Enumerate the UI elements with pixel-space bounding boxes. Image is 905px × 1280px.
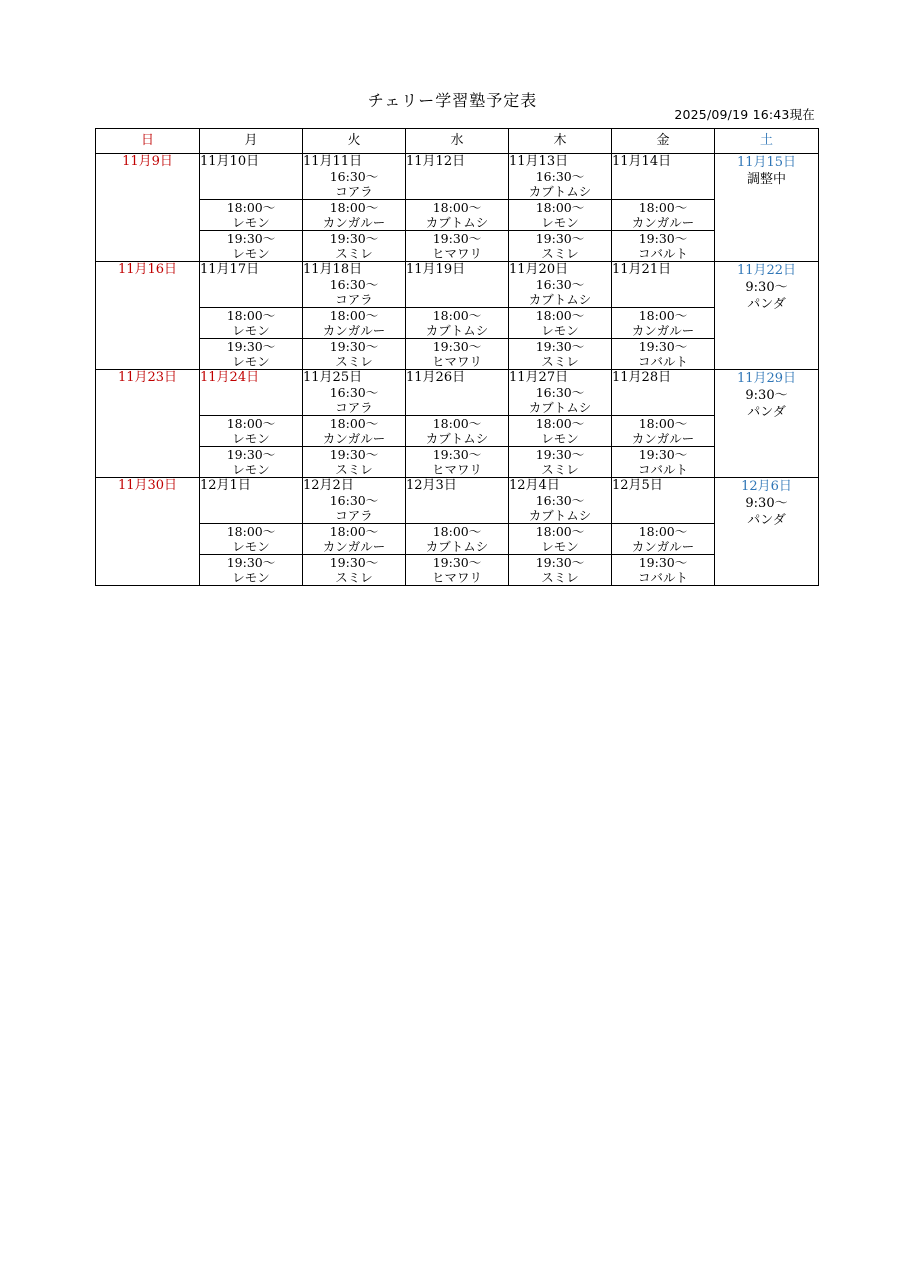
- day-date-cell: [303, 370, 406, 416]
- lesson-name: コバルト: [637, 354, 688, 369]
- saturday-lesson-name: パンダ: [747, 513, 786, 528]
- lesson-time: 19:30〜: [535, 339, 585, 354]
- sunday-date: 11月16日: [117, 262, 178, 277]
- lesson-time: 18:00〜: [535, 308, 585, 323]
- weekday-header-sat-6: 土: [715, 129, 819, 154]
- table-row: [96, 339, 819, 370]
- day-date-label: 12月4日: [509, 478, 560, 493]
- lesson-time: 19:30〜: [638, 447, 688, 462]
- lesson-name: レモン: [232, 462, 270, 477]
- day-date-cell: [200, 262, 303, 308]
- lesson-time: 16:30〜: [535, 277, 585, 292]
- lesson-time: 19:30〜: [329, 555, 379, 570]
- day-date-cell: [303, 154, 406, 200]
- lesson-cell: [509, 231, 612, 262]
- lesson-time: 19:30〜: [535, 555, 585, 570]
- lesson-cell: [200, 416, 303, 447]
- header-row: [96, 129, 819, 154]
- lesson-time: 16:30〜: [329, 493, 379, 508]
- table-row: [96, 478, 819, 524]
- day-date-cell: [303, 478, 406, 524]
- lesson-name: スミレ: [541, 354, 579, 369]
- lesson-name: カンガルー: [631, 431, 695, 446]
- lesson-time: 18:00〜: [432, 308, 482, 323]
- lesson-name: スミレ: [541, 246, 579, 261]
- lesson-time: 18:00〜: [638, 524, 688, 539]
- lesson-time: 19:30〜: [432, 339, 482, 354]
- day-date-label: 12月3日: [406, 478, 457, 493]
- lesson-name: カブトムシ: [425, 431, 489, 446]
- lesson-name: ヒマワリ: [431, 570, 482, 585]
- day-date-label: 11月20日: [509, 262, 569, 277]
- day-date-cell: [200, 370, 303, 416]
- sunday-cell: [96, 154, 200, 262]
- lesson-time: 18:00〜: [432, 416, 482, 431]
- day-date-label: 11月12日: [406, 154, 466, 169]
- lesson-cell: [200, 308, 303, 339]
- lesson-cell: [303, 308, 406, 339]
- lesson-cell: [612, 555, 715, 586]
- lesson-name: カンガルー: [631, 539, 695, 554]
- saturday-lesson-time: 調整中: [746, 172, 786, 187]
- lesson-cell: [406, 555, 509, 586]
- lesson-time: 18:00〜: [329, 524, 379, 539]
- lesson-cell: [303, 555, 406, 586]
- day-date-label: 12月1日: [200, 478, 251, 493]
- day-date-cell: [509, 370, 612, 416]
- lesson-time: 18:00〜: [226, 416, 276, 431]
- lesson-time: 18:00〜: [329, 416, 379, 431]
- lesson-time: 19:30〜: [226, 447, 276, 462]
- day-date-label: 11月25日: [303, 370, 363, 385]
- sunday-date: 11月23日: [117, 370, 178, 385]
- day-date-label: 12月5日: [612, 478, 663, 493]
- lesson-time: 19:30〜: [535, 447, 585, 462]
- table-row: [96, 231, 819, 262]
- lesson-time: 16:30〜: [329, 385, 379, 400]
- saturday-date: 11月22日: [736, 263, 797, 278]
- day-date-cell: [612, 154, 715, 200]
- lesson-time: 19:30〜: [535, 231, 585, 246]
- lesson-time: 18:00〜: [535, 524, 585, 539]
- day-date-label: 11月21日: [612, 262, 672, 277]
- lesson-cell: [406, 416, 509, 447]
- lesson-cell: [612, 416, 715, 447]
- day-date-label: 11月10日: [200, 154, 260, 169]
- lesson-cell: [509, 339, 612, 370]
- lesson-name: カブトムシ: [528, 184, 592, 199]
- lesson-cell: [509, 308, 612, 339]
- lesson-name: スミレ: [335, 462, 373, 477]
- lesson-name: コバルト: [637, 246, 688, 261]
- lesson-name: カブトムシ: [425, 323, 489, 338]
- lesson-name: カブトムシ: [425, 215, 489, 230]
- lesson-time: 19:30〜: [432, 231, 482, 246]
- lesson-name: レモン: [541, 323, 579, 338]
- saturday-cell: [715, 370, 819, 478]
- timestamp-label: 2025/09/19 16:43現在: [674, 107, 815, 122]
- day-date-label: 12月2日: [303, 478, 354, 493]
- day-date-label: 11月19日: [406, 262, 466, 277]
- lesson-name: レモン: [232, 570, 270, 585]
- lesson-name: レモン: [232, 323, 270, 338]
- lesson-cell: [200, 231, 303, 262]
- lesson-name: スミレ: [335, 570, 373, 585]
- sunday-cell: [96, 370, 200, 478]
- lesson-name: スミレ: [541, 570, 579, 585]
- lesson-time: 19:30〜: [226, 555, 276, 570]
- saturday-cell: [715, 478, 819, 586]
- lesson-time: 18:00〜: [535, 416, 585, 431]
- day-date-cell: [406, 370, 509, 416]
- lesson-time: 18:00〜: [329, 308, 379, 323]
- lesson-name: カンガルー: [322, 539, 386, 554]
- day-date-cell: [612, 262, 715, 308]
- lesson-time: 16:30〜: [535, 385, 585, 400]
- table-row: [96, 524, 819, 555]
- lesson-time: 18:00〜: [329, 200, 379, 215]
- lesson-cell: [303, 416, 406, 447]
- lesson-time: 18:00〜: [638, 200, 688, 215]
- lesson-name: ヒマワリ: [431, 462, 482, 477]
- lesson-cell: [612, 339, 715, 370]
- day-date-cell: [509, 154, 612, 200]
- day-date-label: 11月24日: [200, 370, 260, 385]
- lesson-cell: [509, 555, 612, 586]
- table-body: [96, 154, 819, 586]
- lesson-time: 19:30〜: [432, 555, 482, 570]
- lesson-time: 19:30〜: [638, 231, 688, 246]
- lesson-time: 18:00〜: [638, 416, 688, 431]
- table-row: [96, 154, 819, 200]
- lesson-time: 19:30〜: [226, 231, 276, 246]
- lesson-name: コアラ: [335, 400, 373, 415]
- lesson-time: 19:30〜: [638, 555, 688, 570]
- lesson-cell: [406, 200, 509, 231]
- day-date-label: 11月18日: [303, 262, 363, 277]
- saturday-date: 11月29日: [736, 371, 797, 386]
- lesson-cell: [303, 339, 406, 370]
- lesson-cell: [200, 339, 303, 370]
- lesson-time: 19:30〜: [329, 231, 379, 246]
- weekday-header-wd-1: 月: [200, 129, 303, 154]
- weekday-header-wd-5: 金: [612, 129, 715, 154]
- lesson-time: 16:30〜: [329, 277, 379, 292]
- lesson-cell: [509, 447, 612, 478]
- schedule-table: [95, 128, 819, 586]
- lesson-name: スミレ: [335, 246, 373, 261]
- lesson-name: レモン: [232, 215, 270, 230]
- day-date-label: 11月26日: [406, 370, 466, 385]
- lesson-cell: [200, 447, 303, 478]
- table-row: [96, 308, 819, 339]
- day-date-cell: [406, 262, 509, 308]
- lesson-cell: [303, 447, 406, 478]
- lesson-name: コアラ: [335, 292, 373, 307]
- lesson-name: レモン: [541, 539, 579, 554]
- saturday-lesson-time: 9:30〜: [745, 388, 788, 403]
- lesson-cell: [303, 200, 406, 231]
- lesson-name: カンガルー: [631, 215, 695, 230]
- lesson-cell: [200, 524, 303, 555]
- lesson-name: レモン: [232, 354, 270, 369]
- weekday-header-wd-2: 火: [303, 129, 406, 154]
- lesson-name: コバルト: [637, 570, 688, 585]
- day-date-cell: [200, 478, 303, 524]
- weekday-header-sun-0: 日: [96, 129, 200, 154]
- lesson-cell: [612, 447, 715, 478]
- lesson-name: レモン: [541, 215, 579, 230]
- lesson-name: スミレ: [541, 462, 579, 477]
- lesson-time: 19:30〜: [638, 339, 688, 354]
- lesson-cell: [406, 339, 509, 370]
- table-row: [96, 370, 819, 416]
- day-date-cell: [612, 370, 715, 416]
- day-date-label: 11月27日: [509, 370, 569, 385]
- table-row: [96, 200, 819, 231]
- day-date-label: 11月17日: [200, 262, 260, 277]
- lesson-time: 19:30〜: [329, 339, 379, 354]
- lesson-time: 19:30〜: [329, 447, 379, 462]
- lesson-cell: [612, 524, 715, 555]
- day-date-label: 11月13日: [509, 154, 569, 169]
- day-date-cell: [200, 154, 303, 200]
- saturday-date: 12月6日: [741, 479, 792, 494]
- lesson-name: カンガルー: [322, 323, 386, 338]
- sunday-date: 11月30日: [117, 478, 178, 493]
- lesson-name: ヒマワリ: [431, 246, 482, 261]
- lesson-name: レモン: [541, 431, 579, 446]
- day-date-label: 11月28日: [612, 370, 672, 385]
- weekday-header-wd-3: 水: [406, 129, 509, 154]
- lesson-cell: [612, 200, 715, 231]
- page-title: チェリー学習塾予定表: [367, 91, 538, 110]
- day-date-cell: [509, 262, 612, 308]
- saturday-cell: [715, 154, 819, 262]
- table-row: [96, 262, 819, 308]
- day-date-cell: [406, 478, 509, 524]
- lesson-time: 18:00〜: [432, 524, 482, 539]
- lesson-time: 16:30〜: [535, 493, 585, 508]
- saturday-date: 11月15日: [736, 155, 797, 170]
- day-date-label: 11月14日: [612, 154, 672, 169]
- day-date-cell: [303, 262, 406, 308]
- lesson-time: 18:00〜: [638, 308, 688, 323]
- lesson-name: スミレ: [335, 354, 373, 369]
- lesson-time: 16:30〜: [535, 169, 585, 184]
- sunday-cell: [96, 262, 200, 370]
- lesson-time: 18:00〜: [226, 200, 276, 215]
- lesson-cell: [406, 308, 509, 339]
- lesson-cell: [509, 200, 612, 231]
- lesson-name: レモン: [232, 431, 270, 446]
- table-header: [96, 129, 819, 154]
- lesson-name: カブトムシ: [528, 292, 592, 307]
- sunday-cell: [96, 478, 200, 586]
- lesson-time: 18:00〜: [226, 308, 276, 323]
- lesson-cell: [200, 200, 303, 231]
- lesson-name: カブトムシ: [425, 539, 489, 554]
- lesson-name: コバルト: [637, 462, 688, 477]
- lesson-cell: [509, 524, 612, 555]
- lesson-name: カンガルー: [631, 323, 695, 338]
- lesson-time: 16:30〜: [329, 169, 379, 184]
- lesson-time: 19:30〜: [432, 447, 482, 462]
- lesson-time: 19:30〜: [226, 339, 276, 354]
- lesson-cell: [406, 524, 509, 555]
- lesson-name: レモン: [232, 246, 270, 261]
- lesson-name: コアラ: [335, 184, 373, 199]
- sunday-date: 11月9日: [122, 154, 173, 169]
- day-date-label: 11月11日: [303, 154, 363, 169]
- lesson-name: カブトムシ: [528, 508, 592, 523]
- table-row: [96, 555, 819, 586]
- schedule-table-container: [95, 128, 817, 586]
- table-row: [96, 416, 819, 447]
- lesson-cell: [612, 231, 715, 262]
- lesson-name: カブトムシ: [528, 400, 592, 415]
- lesson-name: カンガルー: [322, 431, 386, 446]
- lesson-time: 18:00〜: [535, 200, 585, 215]
- weekday-header-wd-4: 木: [509, 129, 612, 154]
- lesson-cell: [406, 231, 509, 262]
- saturday-lesson-name: パンダ: [747, 405, 786, 420]
- day-date-cell: [406, 154, 509, 200]
- day-date-cell: [509, 478, 612, 524]
- lesson-time: 18:00〜: [432, 200, 482, 215]
- saturday-lesson-time: 9:30〜: [745, 280, 788, 295]
- lesson-name: ヒマワリ: [431, 354, 482, 369]
- lesson-cell: [200, 555, 303, 586]
- lesson-cell: [303, 231, 406, 262]
- day-date-cell: [612, 478, 715, 524]
- lesson-name: カンガルー: [322, 215, 386, 230]
- table-row: [96, 447, 819, 478]
- saturday-lesson-name: パンダ: [747, 297, 786, 312]
- saturday-lesson-time: 9:30〜: [745, 496, 788, 511]
- lesson-name: コアラ: [335, 508, 373, 523]
- lesson-cell: [612, 308, 715, 339]
- lesson-cell: [406, 447, 509, 478]
- lesson-name: レモン: [232, 539, 270, 554]
- lesson-time: 18:00〜: [226, 524, 276, 539]
- lesson-cell: [303, 524, 406, 555]
- saturday-cell: [715, 262, 819, 370]
- lesson-cell: [509, 416, 612, 447]
